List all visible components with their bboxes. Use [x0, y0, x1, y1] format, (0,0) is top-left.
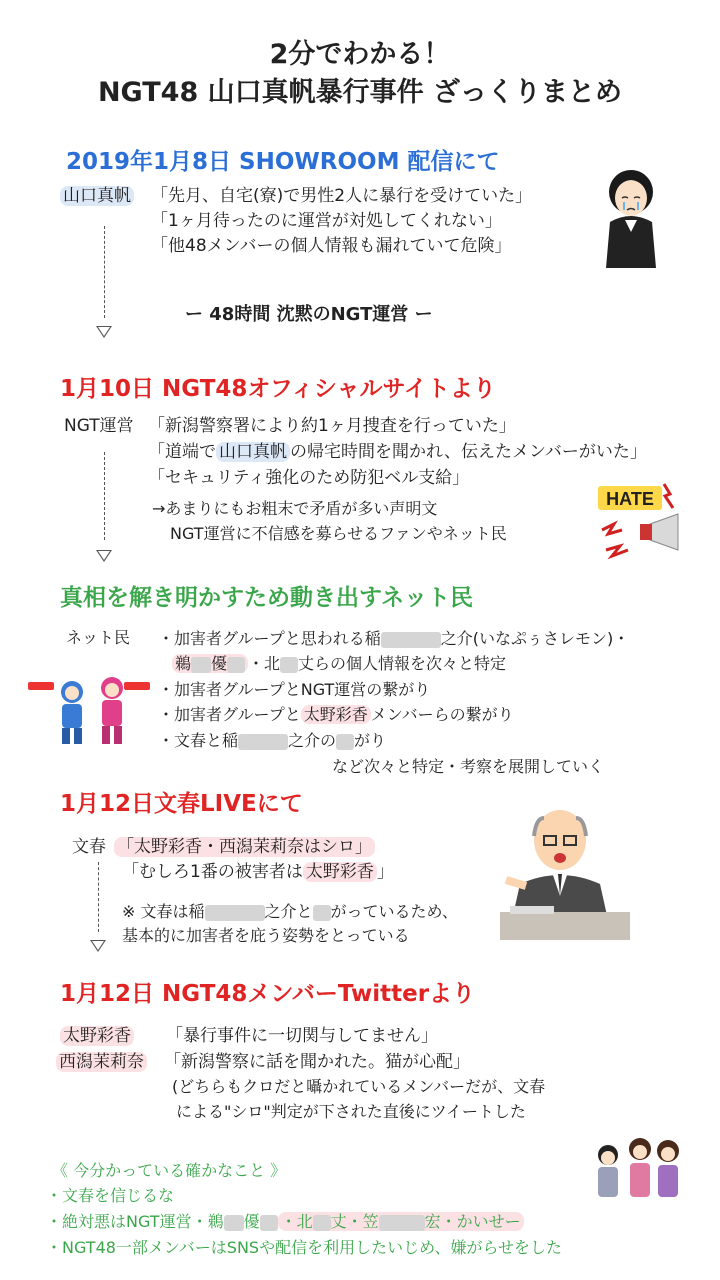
section5-quote2: 「新潟警察に話を聞かれた。猫が心配」	[164, 1052, 470, 1072]
section4-quote1: 「太野彩香・西潟茉莉奈はシロ」	[114, 832, 375, 857]
section2-heading: 1月10日 NGT48オフィシャルサイトより	[60, 376, 496, 402]
section1-quote1: 「先月、自宅(寮)で男性2人に暴行を受けていた」	[151, 186, 533, 206]
timeline-line	[98, 862, 99, 932]
section1-heading: 2019年1月8日 SHOWROOM 配信にて	[66, 149, 500, 175]
section5-quote1: 「暴行事件に一切関与してません」	[166, 1026, 438, 1046]
section3-bullet1-cont: 鵜 優 ・北 丈らの個人情報を次々と特定	[172, 651, 506, 674]
gossiping-women-illustration	[590, 1133, 686, 1213]
redacted-name	[313, 905, 331, 921]
redacted-name	[313, 1215, 331, 1231]
redacted-name	[336, 734, 354, 750]
section5-speaker2: 西潟茉莉奈	[56, 1047, 147, 1072]
section6-bullet1: ・文春を信じるな	[46, 1186, 175, 1205]
section3-bullet2: ・加害者グループとNGT運営の繋がり	[158, 680, 431, 699]
section6-heading: 《 今分かっている確かなこと 》	[52, 1161, 287, 1180]
section4-note1: ※ 文春は稲 之介と がっているため、	[122, 902, 458, 921]
hate-label: HATE	[606, 489, 654, 509]
redacted-name	[238, 734, 288, 750]
section2-quote1: 「新潟警察署により約1ヶ月捜査を行っていた」	[148, 416, 516, 436]
redacted-name	[381, 632, 441, 648]
redacted-name	[205, 905, 265, 921]
timeline-line	[104, 226, 105, 318]
redacted-name	[224, 1215, 244, 1231]
section3-speaker: ネット民	[66, 628, 131, 647]
section5-note1: (どちらもクロだと囁かれているメンバーだが、文春	[172, 1077, 546, 1096]
timeline-line	[104, 452, 105, 540]
redacted-name	[260, 1215, 278, 1231]
section5-heading: 1月12日 NGT48メンバーTwitterより	[60, 981, 476, 1007]
section4-note2: 基本的に加害者を庇う姿勢をとっている	[122, 926, 410, 945]
section2-quote3: 「セキュリティ強化のため防犯ベル支給」	[148, 468, 470, 488]
section6-bullet3: ・NGT48一部メンバーはSNSや配信を利用したいじめ、嫌がらせをした	[46, 1238, 562, 1257]
redacted-name	[191, 657, 211, 673]
section3-bullet1: ・加害者グループと思われる稲 之介(いなぷぅさレモン)・	[158, 629, 630, 648]
silence-note: ー 48時間 沈黙のNGT運営 ー	[185, 304, 433, 325]
podium-speaker-illustration	[500, 800, 630, 940]
section4-quote2: 「むしろ1番の被害者は 太野彩香 」	[122, 862, 394, 882]
section1-quote2: 「1ヶ月待ったのに運営が対処してくれない」	[151, 211, 502, 231]
section1-speaker: 山口真帆	[60, 181, 134, 206]
timeline-arrow	[96, 550, 112, 562]
timeline-arrow	[96, 326, 112, 338]
page-title-line1: 2分でわかる！	[269, 39, 451, 70]
section2-note2: NGT運営に不信感を募らせるファンやネット民	[170, 524, 507, 543]
section3-bullet3: ・加害者グループと 太野彩香 メンバーらの繋がり	[158, 705, 514, 724]
section2-speaker: NGT運営	[64, 416, 134, 436]
section2-note1: →あまりにもお粗末で矛盾が多い声明文	[152, 499, 438, 518]
timeline-arrow	[90, 940, 106, 952]
redacted-name	[379, 1215, 425, 1231]
hate-megaphone-illustration	[592, 480, 692, 562]
section5-note2: による"シロ"判定が下された直後にツイートした	[176, 1102, 526, 1121]
section3-conclusion: など次々と特定・考察を展開していく	[332, 757, 605, 776]
redacted-name	[280, 657, 298, 673]
section2-quote2: 「道端で 山口真帆 の帰宅時間を聞かれ、伝えたメンバーがいた」	[148, 442, 647, 462]
section4-speaker: 文春	[72, 837, 106, 857]
section3-bullet4: ・文春と稲 之介の がり	[158, 731, 387, 750]
section4-heading: 1月12日文春LIVEにて	[60, 791, 303, 817]
section6-bullet2: ・絶対悪はNGT運営・鵜 優 ・北 丈・笠 宏・かいせー	[46, 1209, 524, 1232]
redacted-name	[227, 657, 245, 673]
page-title-line2: NGT48 山口真帆暴行事件 ざっくりまとめ	[97, 77, 623, 108]
crying-woman-illustration	[600, 160, 662, 268]
investigators-illustration	[22, 668, 154, 748]
section3-heading: 真相を解き明かすため動き出すネット民	[60, 585, 474, 611]
section1-quote3: 「他48メンバーの個人情報も漏れていて危険」	[151, 236, 512, 256]
section5-speaker1: 太野彩香	[60, 1021, 134, 1046]
